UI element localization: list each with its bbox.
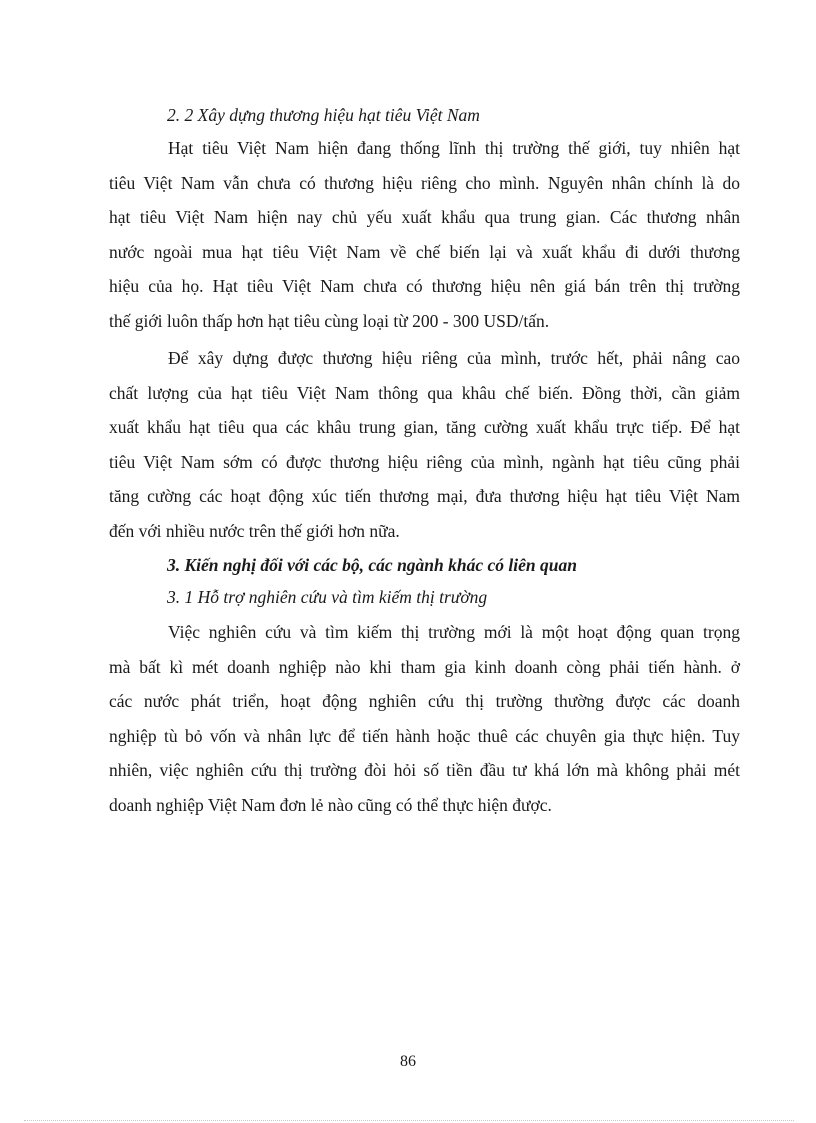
- text-line: Hạt tiêu Việt Nam hiện đang thống lĩnh thị trường thế giới, tuy nhiên hạt: [168, 138, 740, 158]
- section-heading-3-1: 3. 1 Hỗ trợ nghiên cứu và tìm kiếm thị trường: [167, 587, 488, 607]
- text-line: mà bất kì mét doanh nghiệp nào khi tham gia kinh doanh còng phải tiến hành. ở: [109, 656, 740, 677]
- footer-divider: [24, 1120, 794, 1121]
- page-content: [109, 100, 740, 822]
- text-line: đến với nhiều nước trên thế giới hơn nữa.: [109, 520, 400, 541]
- text-line: hạt tiêu Việt Nam hiện nay chủ yếu xuất khẩu qua trung gian. Các thương nhân: [109, 207, 740, 227]
- section-heading-3: 3. Kiến nghị đối với các bộ, các ngành khác có liên quan: [167, 555, 577, 575]
- page-number: 86: [400, 1053, 416, 1070]
- text-line: hiệu của họ. Hạt tiêu Việt Nam chưa có thương hiệu nên giá bán trên thị trường: [109, 276, 740, 296]
- section-heading-2-2: 2. 2 Xây dựng thương hiệu hạt tiêu Việt Nam: [167, 105, 480, 125]
- text-line: nghiệp tù bỏ vốn và nhân lực để tiến hành hoặc thuê các chuyên gia thực hiện. Tuy: [109, 725, 740, 746]
- text-line: các nước phát triển, hoạt động nghiên cứu thị trường thường được các doanh: [109, 691, 740, 711]
- text-line: Để xây dựng được thương hiệu riêng của mình, trước hết, phải nâng cao: [168, 348, 740, 368]
- text-line: tiêu Việt Nam sớm có được thương hiệu riêng của mình, ngành hạt tiêu cũng phải: [109, 451, 740, 472]
- text-line: thế giới luôn thấp hơn hạt tiêu cùng loại từ 200 - 300 USD/tấn.: [109, 310, 550, 331]
- paragraph-market-research: [109, 615, 740, 822]
- paragraph-build-brand: [109, 341, 740, 548]
- text-line: nước ngoài mua hạt tiêu Việt Nam về chế biến lại và xuất khẩu đi dưới thương: [109, 241, 740, 262]
- text-line: nhiên, việc nghiên cứu thị trường đòi hỏi số tiền đầu tư khá lớn mà không phải mét: [109, 760, 740, 780]
- text-line: Việc nghiên cứu và tìm kiếm thị trường mới là một hoạt động quan trọng: [168, 622, 740, 642]
- paragraph-pepper-brand-status: [109, 131, 740, 338]
- text-line: tăng cường các hoạt động xúc tiến thương mại, đưa thương hiệu hạt tiêu Việt Nam: [109, 486, 740, 506]
- text-line: tiêu Việt Nam vẫn chưa có thương hiệu riêng cho mình. Nguyên nhân chính là do: [109, 172, 740, 193]
- text-line: chất lượng của hạt tiêu Việt Nam thông qua khâu chế biến. Đồng thời, cần giảm: [109, 382, 740, 403]
- text-line: doanh nghiệp Việt Nam đơn lẻ nào cũng có thể thực hiện được.: [109, 794, 552, 815]
- text-line: xuất khẩu hạt tiêu qua các khâu trung gian, tăng cường xuất khẩu trực tiếp. Để hạt: [109, 417, 740, 437]
